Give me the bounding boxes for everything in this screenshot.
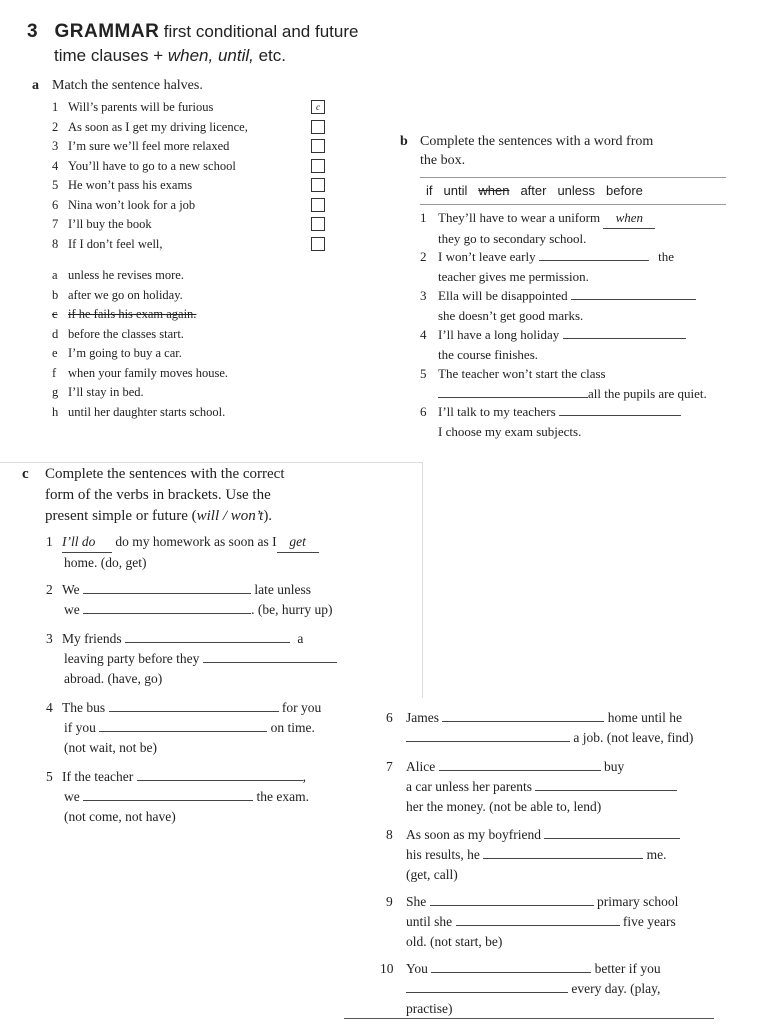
answer-box[interactable] (311, 120, 325, 134)
answer-box[interactable] (311, 237, 325, 251)
grammar-heading: GRAMMAR (54, 21, 160, 42)
second-half-item: c if he fails his exam again. (52, 307, 197, 321)
second-half-item: f when your family moves house. (52, 365, 229, 380)
first-half-item: 3 I’m sure we’ll feel more relaxed (52, 139, 230, 153)
grammar-topic-line2: time clauses + when, until, etc. (54, 46, 286, 65)
answer-blank[interactable] (83, 601, 251, 614)
word-option: before (606, 183, 643, 198)
section-number: 3 (27, 21, 38, 42)
answer-box[interactable] (311, 159, 325, 173)
section-b-heading: b Complete the sentences with a word from the box. (400, 134, 654, 168)
answer-blank[interactable] (99, 719, 267, 732)
word-option: if (426, 183, 433, 198)
c-item-1: 1 I’ll do do my homework as soon as I get home. (do, get) (46, 532, 319, 573)
second-half-item: d before the classes start. (52, 326, 184, 341)
answer-blank[interactable] (539, 248, 649, 261)
page-header (27, 20, 407, 67)
divider (422, 462, 423, 698)
b-item-6: 6 I’ll talk to my teachers I choose my exam subjects. (420, 402, 681, 442)
answer-blank[interactable] (535, 778, 677, 791)
answer-blank[interactable] (442, 709, 604, 722)
answer-blank[interactable] (483, 846, 643, 859)
word-box (420, 177, 726, 205)
word-option: unless (557, 183, 596, 198)
b-item-1: 1 They’ll have to wear a uniform when they go to secondary school. (420, 208, 655, 249)
answer-blank[interactable] (406, 980, 568, 993)
answer-blank[interactable] (431, 960, 591, 973)
answer-blank[interactable] (563, 326, 686, 339)
first-half-item: 7 I’ll buy the book (52, 217, 152, 231)
answer-blank[interactable] (125, 630, 290, 643)
answer-blank[interactable] (571, 287, 696, 300)
section-c-heading: c Complete the sentences with the correct form of the verbs in brackets. Use the present simple or future (will / won’t). (22, 466, 285, 524)
word-option: until (443, 183, 468, 198)
answer-blank[interactable] (83, 581, 251, 594)
second-half-item: h until her daughter starts school. (52, 404, 226, 419)
answer-blank[interactable] (83, 788, 253, 801)
first-half-item: 8 If I don’t feel well, (52, 236, 163, 251)
first-half-item: 5 He won’t pass his exams (52, 178, 193, 192)
divider (0, 462, 422, 463)
word-option: when (478, 183, 510, 198)
answer-blank[interactable] (109, 699, 279, 712)
answer-blank[interactable] (559, 403, 681, 416)
answer-blank[interactable]: when (603, 208, 655, 229)
answer-box[interactable]: c (311, 100, 325, 114)
answer-blank[interactable] (406, 729, 570, 742)
b-item-2: 2 I won’t leave early the teacher gives me permission. (420, 249, 674, 284)
answer-blank[interactable] (438, 385, 588, 398)
b-item-3: 3 Ella will be disappointed she doesn’t get good marks. (420, 286, 696, 326)
c-item-6: 6 James home until he a job. (not leave, find) (386, 710, 694, 745)
c-item-3: 3 My friends a leaving party before they abroad. (have, go) (46, 629, 337, 689)
c-item-8: 8 As soon as my boyfriend his results, he me. (get, call) (386, 825, 680, 885)
first-half-item: 4 You’ll have to go to a new school (52, 158, 236, 173)
second-half-item: g I’ll stay in bed. (52, 385, 144, 399)
answer-blank[interactable] (544, 826, 680, 839)
c-item-5: 5 If the teacher , we the exam. (not come, not have) (46, 769, 309, 824)
answer-box[interactable] (311, 217, 325, 231)
answer-box[interactable] (311, 178, 325, 192)
answer-box[interactable] (311, 139, 325, 153)
answer-blank[interactable] (439, 758, 601, 771)
word-option: after (520, 183, 547, 198)
second-half-item: e I’m going to buy a car. (52, 346, 182, 360)
first-half-item: 6 Nina won’t look for a job (52, 197, 196, 212)
c-item-9: 9 She primary school until she five years old. (not start, be) (386, 894, 679, 949)
answer-blank[interactable] (137, 768, 303, 781)
first-half-item: 2 As soon as I get my driving licence, (52, 119, 248, 134)
second-half-item: b after we go on holiday. (52, 287, 183, 302)
c-item-2: 2 We late unless we . (be, hurry up) (46, 582, 333, 617)
first-half-item: 1 Will’s parents will be furious (52, 100, 214, 114)
answer-blank[interactable] (430, 893, 594, 906)
bottom-rule (344, 1018, 714, 1019)
answer-box[interactable] (311, 198, 325, 212)
grammar-topic: first conditional and future (163, 22, 359, 41)
second-half-item: a unless he revises more. (52, 268, 184, 282)
section-a-heading: a Match the sentence halves. (32, 78, 203, 93)
answer-blank[interactable] (456, 913, 620, 926)
answer-blank[interactable] (203, 650, 337, 663)
c-item-7: 7 Alice buy a car unless her parents her the money. (not be able to, lend) (386, 757, 677, 817)
b-item-5: 5 The teacher won’t start the class all the pupils are quiet. (420, 366, 707, 401)
b-item-4: 4 I’ll have a long holiday the course finishes. (420, 325, 686, 365)
c-item-4: 4 The bus for you if you on time. (not wait, not be) (46, 700, 322, 755)
c-item-10: 10 You better if you every day. (play, practise) (380, 961, 661, 1016)
